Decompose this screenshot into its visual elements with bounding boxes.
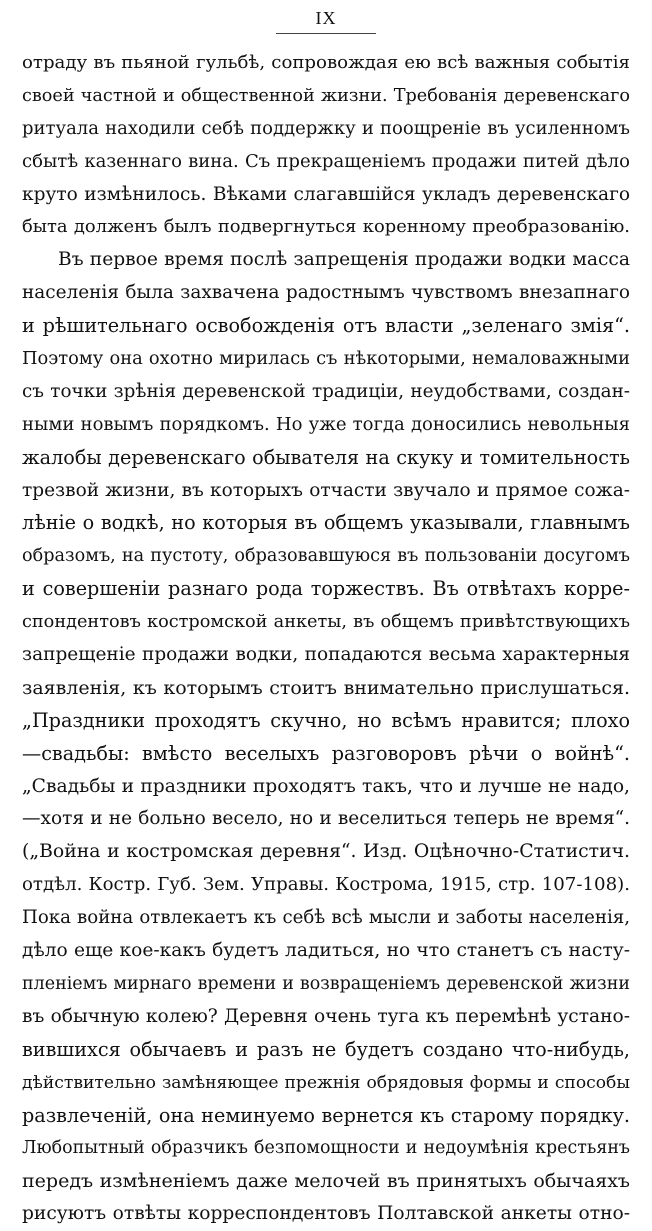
text-line: ритуала находили себѣ поддержку и поощреніе въ усиленномъ [22, 117, 630, 139]
body-text [22, 47, 630, 1231]
text-line: населенія была захвачена радостнымъ чувствомъ внезапнаго [22, 282, 630, 304]
text-line: и совершеніи разнаго рода торжествъ. Въ отвѣтахъ корре- [22, 577, 630, 601]
text-line: дѣйствительно замѣняющее прежнія обрядовыя формы и способы [22, 1072, 630, 1093]
text-line: запрещеніе продажи водки, попадаются весьма характерныя [22, 644, 630, 666]
text-line: спондентовъ костромской анкеты, въ общемъ привѣтствующихъ [22, 612, 630, 633]
text-line: Любопытный образчикъ безпомощности и недоумѣнія крестьянъ [22, 1138, 630, 1159]
text-line: дѣло еще кое-какъ будетъ ладиться, но что станетъ съ насту- [22, 940, 630, 962]
text-line: вившихся обычаевъ и разъ не будетъ создано что-нибудь, [22, 1037, 630, 1061]
text-line: Въ первое время послѣ запрещенія продажи водки масса [58, 249, 630, 271]
text-line: жалобы деревенскаго обывателя на скуку и томительность [22, 445, 630, 469]
text-line: заявленія, къ которымъ стоитъ внимательно прислушаться. [22, 676, 630, 699]
text-line: отдѣл. Костр. Губ. Зем. Управы. Кострома, 1915, стр. 107-108). [22, 874, 630, 896]
text-line: быта долженъ былъ подвергнуться коренному преобразованію. [22, 216, 630, 238]
text-line: —хотя и не больно весело, но и веселиться теперь не время“. [22, 808, 630, 830]
text-line: рисуютъ отвѣты корреспондентовъ Полтавской анкеты отно- [22, 1203, 630, 1225]
text-line: развлеченій, она неминуемо вернется къ старому порядку. [22, 1103, 630, 1127]
text-line: Пока война отвлекаетъ къ себѣ всѣ мысли и заботы населенія, [22, 907, 630, 929]
text-line: круто измѣнилось. Вѣками слагавшійся укладъ деревенскаго [22, 183, 630, 205]
text-line: Поэтому она охотно мирилась съ нѣкоторыми, немаловажными [22, 348, 630, 370]
text-line: передъ измѣненіемъ даже мелочей въ принятыхъ обычаяхъ [22, 1170, 630, 1193]
text-line: лѣніе о водкѣ, но которыя въ общемъ указывали, главнымъ [22, 511, 630, 535]
text-line: („Война и костромская деревня“. Изд. Оцѣночно-Статистич. [22, 841, 630, 863]
text-line: и рѣшительнаго освобожденія отъ власти „зеленаго змія“. [22, 314, 630, 338]
text-line: своей частной и общественной жизни. Требованія деревенскаго [22, 85, 630, 106]
text-line: въ обычную колею? Деревня очень туга къ перемѣнѣ устано- [22, 1005, 630, 1027]
page-number: IX [315, 8, 337, 28]
text-line: сбытѣ казеннаго вина. Съ прекращеніемъ продажи питей дѣло [22, 150, 630, 172]
text-line: трезвой жизни, въ которыхъ отчасти звучало и прямое сожа- [22, 479, 630, 501]
text-line: образомъ, на пустоту, образовавшуюся въ пользованіи досугомъ [22, 546, 630, 567]
text-line: ными новымъ порядкомъ. Но уже тогда доносились невольныя [22, 413, 630, 435]
text-line: съ точки зрѣнія деревенской традиціи, неудобствами, создан- [22, 380, 630, 402]
text-line: —свадьбы: вмѣсто веселыхъ разговоровъ рѣчи о войнѣ“. [22, 741, 630, 765]
text-line: „Праздники проходятъ скучно, но всѣмъ нравится; плохо [22, 708, 630, 732]
text-line: пленіемъ мирнаго времени и возвращеніемъ деревенской жизни [22, 973, 630, 994]
header-rule [276, 33, 376, 34]
text-line: отраду въ пьяной гульбѣ, сопровождая ею всѣ важныя событія [22, 52, 630, 73]
text-line: „Свадьбы и праздники проходятъ такъ, что и лучше не надо, [22, 775, 630, 797]
